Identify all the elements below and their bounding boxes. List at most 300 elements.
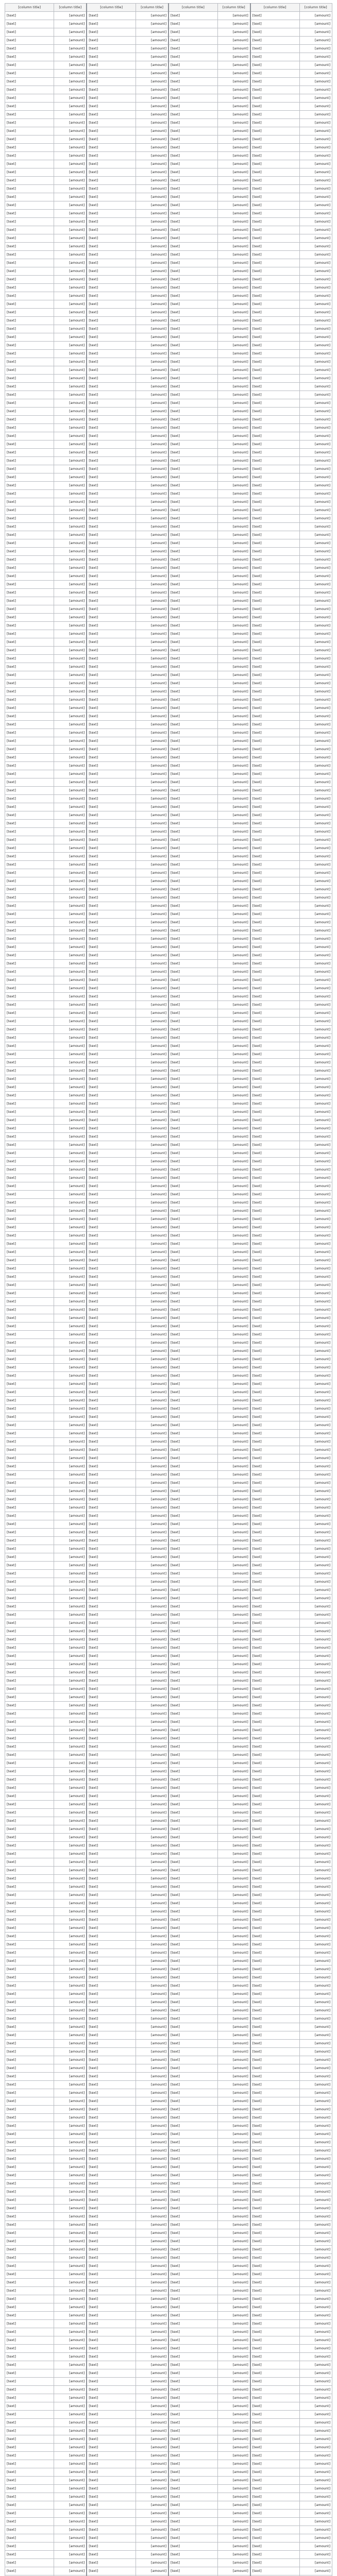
donation-amount: [amount] [54,2394,87,2402]
donor-name: [text] [87,2246,136,2254]
table-row [5,2081,332,2089]
donation-amount: [amount] [136,168,169,177]
table-row [5,2295,332,2303]
donation-amount: [amount] [136,498,169,506]
donation-amount: [amount] [54,2551,87,2559]
donation-amount: [amount] [136,1982,169,1990]
donation-amount: [amount] [299,2386,332,2394]
donor-name: [text] [87,2452,136,2460]
donation-amount: [amount] [54,795,87,803]
table-row [5,1965,332,1974]
donor-name: [text] [250,391,299,399]
donation-amount: [amount] [299,1108,332,1116]
donor-name: [text] [168,2493,217,2501]
donor-name: [text] [250,1759,299,1768]
donor-name: [text] [168,2312,217,2320]
donation-amount: [amount] [54,300,87,309]
donation-amount: [amount] [54,523,87,531]
table-row [5,1149,332,1158]
donation-amount: [amount] [217,2229,250,2238]
donation-amount: [amount] [217,993,250,1001]
donation-amount: [amount] [136,2007,169,2015]
donor-name: [text] [87,1875,136,1883]
donor-name: [text] [5,127,54,135]
table-row [5,482,332,490]
donation-amount: [amount] [136,1042,169,1050]
donor-name: [text] [168,1751,217,1759]
donation-amount: [amount] [136,416,169,424]
donation-amount: [amount] [217,2518,250,2526]
table-row [5,2411,332,2419]
donor-name: [text] [168,770,217,778]
donor-name: [text] [168,1026,217,1034]
donation-amount: [amount] [54,2172,87,2180]
donor-name: [text] [5,267,54,276]
table-row [5,1050,332,1059]
donation-amount: [amount] [217,2287,250,2295]
donor-name: [text] [250,234,299,243]
donor-name: [text] [250,2402,299,2411]
table-row [5,1141,332,1149]
donation-amount: [amount] [217,28,250,37]
donor-name: [text] [168,1355,217,1364]
donation-amount: [amount] [54,12,87,20]
donation-amount: [amount] [217,572,250,581]
donation-amount: [amount] [136,2303,169,2312]
donor-name: [text] [5,1669,54,1677]
donor-name: [text] [250,2353,299,2361]
donation-amount: [amount] [54,688,87,696]
donation-amount: [amount] [299,663,332,671]
donation-amount: [amount] [217,1685,250,1693]
donor-name: [text] [87,2155,136,2163]
donor-name: [text] [5,1438,54,1446]
donor-name: [text] [5,1883,54,1891]
donor-name: [text] [87,1083,136,1092]
table-row [5,12,332,20]
table-row [5,778,332,787]
donation-amount: [amount] [54,309,87,317]
donation-amount: [amount] [299,1825,332,1834]
donor-name: [text] [168,1883,217,1891]
donation-amount: [amount] [217,1009,250,1018]
donation-amount: [amount] [136,737,169,745]
donation-amount: [amount] [217,2303,250,2312]
donor-name: [text] [250,333,299,342]
table-row [5,1372,332,1380]
donation-amount: [amount] [54,1801,87,1809]
donor-name: [text] [250,193,299,201]
table-row [5,688,332,696]
donor-name: [text] [5,1644,54,1652]
donation-amount: [amount] [136,2320,169,2328]
donor-name: [text] [168,1924,217,1933]
donation-amount: [amount] [136,820,169,828]
donor-name: [text] [5,2064,54,2073]
donor-name: [text] [5,1191,54,1199]
donation-amount: [amount] [217,836,250,844]
donation-amount: [amount] [136,86,169,94]
table-row [5,28,332,37]
donation-amount: [amount] [136,1009,169,1018]
donation-amount: [amount] [217,886,250,894]
donor-name: [text] [168,111,217,119]
donor-name: [text] [250,243,299,251]
table-row [5,2205,332,2213]
donation-amount: [amount] [54,844,87,853]
donor-name: [text] [87,1941,136,1949]
donor-name: [text] [5,803,54,811]
donation-amount: [amount] [136,638,169,647]
donation-amount: [amount] [299,1660,332,1669]
donation-amount: [amount] [217,1215,250,1224]
donation-amount: [amount] [136,2386,169,2394]
donor-name: [text] [250,375,299,383]
donation-amount: [amount] [54,1924,87,1933]
donor-name: [text] [168,86,217,94]
donor-name: [text] [5,465,54,473]
donor-name: [text] [168,2419,217,2427]
donor-name: [text] [168,1372,217,1380]
donation-amount: [amount] [299,1735,332,1743]
donation-amount: [amount] [136,350,169,358]
donation-amount: [amount] [299,943,332,952]
donor-name: [text] [87,2510,136,2518]
donor-name: [text] [168,1628,217,1636]
donor-name: [text] [87,383,136,391]
donation-amount: [amount] [217,1018,250,1026]
donation-amount: [amount] [136,1067,169,1075]
table-row [5,2493,332,2501]
table-row [5,201,332,210]
donor-name: [text] [250,490,299,498]
donor-name: [text] [168,523,217,531]
donor-name: [text] [87,1512,136,1520]
donor-name: [text] [250,1916,299,1924]
donation-amount: [amount] [136,2345,169,2353]
donation-amount: [amount] [54,457,87,465]
donation-amount: [amount] [217,1710,250,1718]
donation-amount: [amount] [217,638,250,647]
donor-name: [text] [250,482,299,490]
donor-name: [text] [5,894,54,902]
donor-name: [text] [168,1858,217,1867]
donor-name: [text] [87,168,136,177]
donor-name: [text] [87,1463,136,1471]
donor-name: [text] [168,564,217,572]
table-row [5,754,332,762]
donor-name: [text] [5,762,54,770]
donor-name: [text] [5,2172,54,2180]
donation-amount: [amount] [54,1141,87,1149]
table-row [5,976,332,985]
donor-name: [text] [250,1199,299,1207]
donor-name: [text] [87,2328,136,2336]
donor-name: [text] [168,663,217,671]
donor-name: [text] [250,729,299,737]
donor-name: [text] [5,2287,54,2295]
donor-name: [text] [168,1636,217,1644]
donor-name: [text] [87,1454,136,1463]
donor-name: [text] [168,1759,217,1768]
donation-amount: [amount] [136,127,169,135]
donor-name: [text] [5,1331,54,1339]
donor-name: [text] [168,226,217,234]
table-row [5,498,332,506]
donation-amount: [amount] [136,1421,169,1430]
donation-amount: [amount] [299,2073,332,2081]
donor-name: [text] [250,2015,299,2023]
donor-name: [text] [250,836,299,844]
donation-amount: [amount] [299,647,332,655]
table-row [5,952,332,960]
donation-amount: [amount] [54,424,87,432]
donation-amount: [amount] [136,1273,169,1281]
table-row [5,1784,332,1792]
donor-name: [text] [250,1998,299,2007]
donation-amount: [amount] [136,292,169,300]
donor-name: [text] [168,1314,217,1323]
donor-name: [text] [250,1125,299,1133]
table-row [5,1092,332,1100]
table-row [5,1355,332,1364]
donation-amount: [amount] [54,2007,87,2015]
donor-name: [text] [168,1001,217,1009]
donor-name: [text] [250,2122,299,2130]
donor-name: [text] [250,1652,299,1660]
donation-amount: [amount] [217,960,250,968]
donor-name: [text] [5,713,54,721]
donation-amount: [amount] [136,1232,169,1240]
donor-name: [text] [5,1957,54,1965]
donation-amount: [amount] [217,1347,250,1355]
donor-name: [text] [87,548,136,556]
table-row [5,185,332,193]
table-row [5,1067,332,1075]
donor-name: [text] [5,2543,54,2551]
donation-amount: [amount] [54,1693,87,1702]
table-row [5,2139,332,2147]
donor-name: [text] [168,902,217,910]
donor-name: [text] [5,960,54,968]
donation-amount: [amount] [136,1965,169,1974]
donation-amount: [amount] [217,713,250,721]
donation-amount: [amount] [136,2089,169,2097]
donation-amount: [amount] [217,473,250,482]
donor-name: [text] [5,1628,54,1636]
donor-name: [text] [168,869,217,877]
donation-amount: [amount] [299,795,332,803]
donation-amount: [amount] [54,1883,87,1891]
donor-name: [text] [5,1817,54,1825]
donor-name: [text] [5,1067,54,1075]
donation-amount: [amount] [54,1125,87,1133]
donation-amount: [amount] [136,342,169,350]
table-row [5,94,332,103]
donor-name: [text] [5,473,54,482]
donation-amount: [amount] [217,589,250,597]
donation-amount: [amount] [136,630,169,638]
donor-name: [text] [168,1702,217,1710]
donor-name: [text] [168,440,217,449]
donor-name: [text] [168,1660,217,1669]
table-row [5,1413,332,1421]
donor-name: [text] [5,2460,54,2468]
donation-amount: [amount] [54,1867,87,1875]
donor-name: [text] [250,94,299,103]
donor-name: [text] [168,2015,217,2023]
donation-amount: [amount] [299,515,332,523]
donation-amount: [amount] [54,1998,87,2007]
donor-name: [text] [168,1240,217,1248]
donation-amount: [amount] [54,1232,87,1240]
donation-amount: [amount] [54,383,87,391]
donor-name: [text] [250,1504,299,1512]
donation-amount: [amount] [217,78,250,86]
table-row [5,103,332,111]
donation-amount: [amount] [136,1405,169,1413]
donor-name: [text] [5,811,54,820]
donor-name: [text] [5,1693,54,1702]
donation-amount: [amount] [299,2353,332,2361]
donation-amount: [amount] [136,333,169,342]
donation-amount: [amount] [217,1644,250,1652]
donation-amount: [amount] [136,1355,169,1364]
donor-name: [text] [5,2246,54,2254]
donor-name: [text] [250,910,299,919]
donor-name: [text] [5,2386,54,2394]
donor-name: [text] [250,12,299,20]
donation-amount: [amount] [299,226,332,234]
donor-name: [text] [168,737,217,745]
donor-name: [text] [87,1619,136,1628]
donor-name: [text] [250,1034,299,1042]
donor-name: [text] [168,1331,217,1339]
donor-name: [text] [250,1586,299,1595]
donation-amount: [amount] [136,1092,169,1100]
donor-name: [text] [250,1174,299,1182]
donor-name: [text] [168,1174,217,1182]
donation-amount: [amount] [299,2139,332,2147]
donation-amount: [amount] [217,226,250,234]
donor-name: [text] [250,968,299,976]
donation-amount: [amount] [217,762,250,770]
donor-name: [text] [87,2139,136,2147]
donor-name: [text] [87,1562,136,1570]
donation-amount: [amount] [299,1512,332,1520]
donation-amount: [amount] [217,935,250,943]
donor-name: [text] [5,1018,54,1026]
donor-name: [text] [87,1595,136,1603]
table-row [5,111,332,119]
donation-amount: [amount] [299,325,332,333]
donation-amount: [amount] [136,457,169,465]
donation-amount: [amount] [217,1397,250,1405]
donation-amount: [amount] [217,1158,250,1166]
donor-name: [text] [87,276,136,284]
donation-amount: [amount] [54,803,87,811]
donation-amount: [amount] [217,556,250,564]
donation-amount: [amount] [136,985,169,993]
donor-name: [text] [5,778,54,787]
donor-name: [text] [87,1677,136,1685]
donation-amount: [amount] [299,581,332,589]
donation-amount: [amount] [136,2180,169,2188]
donor-name: [text] [87,333,136,342]
donor-name: [text] [250,531,299,539]
donation-amount: [amount] [54,820,87,828]
donation-amount: [amount] [54,1809,87,1817]
donation-amount: [amount] [54,729,87,737]
table-row [5,1660,332,1669]
donor-name: [text] [5,1487,54,1496]
donor-name: [text] [250,754,299,762]
donor-name: [text] [168,366,217,375]
donation-amount: [amount] [299,1083,332,1092]
donor-name: [text] [5,2139,54,2147]
donation-amount: [amount] [299,185,332,193]
donation-amount: [amount] [136,267,169,276]
donor-name: [text] [168,218,217,226]
donor-name: [text] [168,2411,217,2419]
donor-name: [text] [168,1232,217,1240]
donation-amount: [amount] [136,2411,169,2419]
table-row [5,2526,332,2534]
donor-name: [text] [87,1710,136,1718]
donor-name: [text] [5,1636,54,1644]
donor-name: [text] [5,135,54,144]
donor-name: [text] [5,1965,54,1974]
donor-name: [text] [250,1619,299,1628]
donation-amount: [amount] [136,1619,169,1628]
donor-name: [text] [250,2081,299,2089]
table-row [5,622,332,630]
donor-name: [text] [250,226,299,234]
donation-amount: [amount] [54,1413,87,1421]
donation-amount: [amount] [299,1562,332,1570]
donor-name: [text] [250,844,299,853]
donor-name: [text] [250,2559,299,2567]
donation-amount: [amount] [217,2551,250,2559]
table-row [5,1257,332,1265]
donor-name: [text] [168,1718,217,1726]
donor-name: [text] [87,1998,136,2007]
donor-name: [text] [87,243,136,251]
donor-name: [text] [250,2526,299,2534]
donation-amount: [amount] [54,86,87,94]
donation-amount: [amount] [299,1133,332,1141]
donation-amount: [amount] [136,2205,169,2213]
donor-name: [text] [168,630,217,638]
donor-name: [text] [5,539,54,548]
donor-name: [text] [250,70,299,78]
donor-name: [text] [168,1133,217,1141]
donation-amount: [amount] [299,1924,332,1933]
donation-amount: [amount] [217,1430,250,1438]
donation-amount: [amount] [54,2064,87,2073]
donation-amount: [amount] [299,1067,332,1075]
donation-amount: [amount] [299,2312,332,2320]
donation-amount: [amount] [217,119,250,127]
donation-amount: [amount] [299,2155,332,2163]
donor-name: [text] [168,1207,217,1215]
donor-name: [text] [250,61,299,70]
donation-amount: [amount] [217,1479,250,1487]
donation-amount: [amount] [54,61,87,70]
donation-amount: [amount] [217,251,250,259]
donation-amount: [amount] [217,2188,250,2196]
donor-name: [text] [250,787,299,795]
